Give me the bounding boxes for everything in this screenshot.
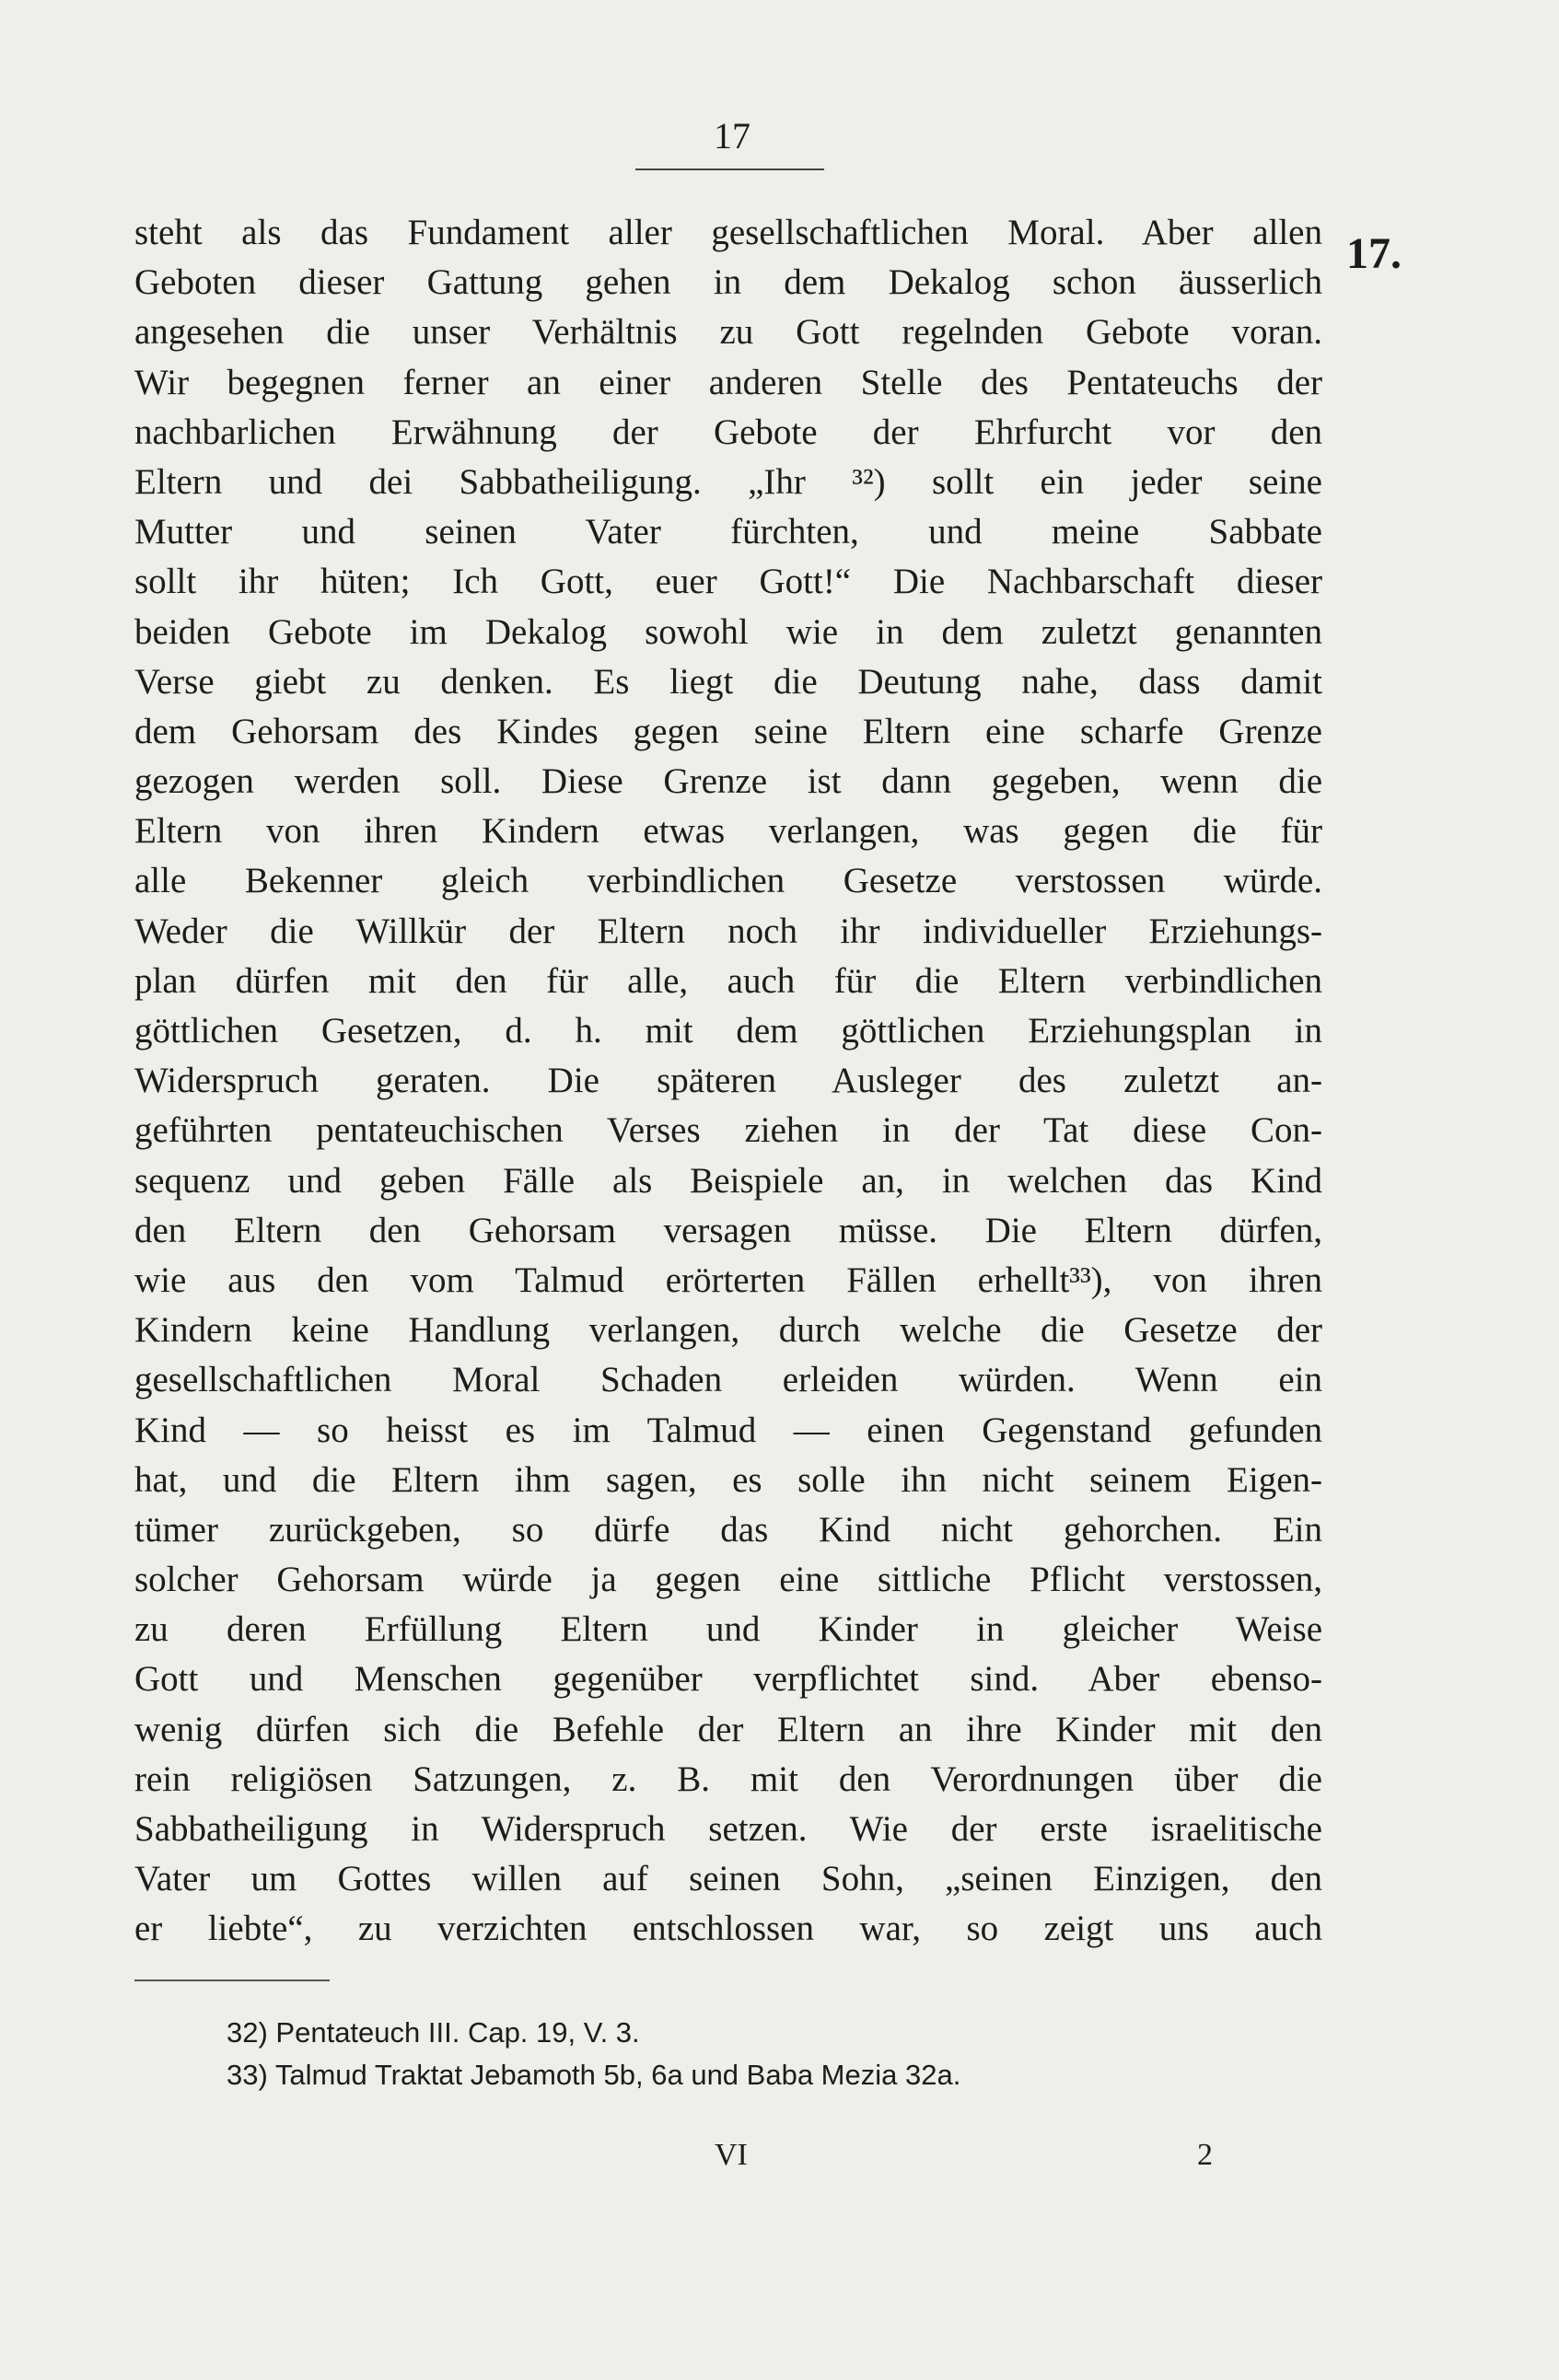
text-line: nachbarlichen Erwähnung der Gebote der Ehrfurcht vor den bbox=[134, 412, 1322, 452]
text-line: wenig dürfen sich die Befehle der Eltern an ihre Kinder mit den bbox=[134, 1709, 1322, 1749]
text-line: hat, und die Eltern ihm sagen, es solle ihn nicht seinem Eigen- bbox=[134, 1459, 1322, 1500]
footnote-rule bbox=[134, 1979, 330, 1981]
text-line: Weder die Willkür der Eltern noch ihr individueller Erziehungs- bbox=[134, 911, 1322, 951]
header-rule bbox=[635, 168, 824, 170]
text-line: dem Gehorsam des Kindes gegen seine Eltern eine scharfe Grenze bbox=[134, 711, 1322, 751]
footnote-32: 32) Pentateuch III. Cap. 19, V. 3. bbox=[227, 2016, 640, 2049]
text-line: alle Bekenner gleich verbindlichen Gesetze verstossen würde. bbox=[134, 861, 1322, 901]
text-line: Geboten dieser Gattung gehen in dem Dekalog schon äusserlich bbox=[134, 262, 1322, 303]
text-line: Widerspruch geraten. Die späteren Ausleger des zuletzt an- bbox=[134, 1061, 1322, 1101]
text-line: den Eltern den Gehorsam versagen müsse. Die Eltern dürfen, bbox=[134, 1210, 1322, 1250]
text-line: Eltern von ihren Kindern etwas verlangen, was gegen die für bbox=[134, 811, 1322, 852]
text-line: Gott und Menschen gegenüber verpflichtet sind. Aber ebenso- bbox=[134, 1659, 1322, 1700]
footnote-33: 33) Talmud Traktat Jebamoth 5b, 6a und Baba Mezia 32a. bbox=[227, 2059, 961, 2091]
text-line: Verse giebt zu denken. Es liegt die Deutung nahe, dass damit bbox=[134, 661, 1322, 702]
text-line: sequenz und geben Fälle als Beispiele an, in welchen das Kind bbox=[134, 1160, 1322, 1201]
text-line: Sabbatheiligung in Widerspruch setzen. Wie der erste israelitische bbox=[134, 1809, 1322, 1849]
text-line: Mutter und seinen Vater fürchten, und meine Sabbate bbox=[134, 512, 1322, 552]
text-line: geführten pentateuchischen Verses ziehen in der Tat diese Con- bbox=[134, 1110, 1322, 1151]
text-line: göttlichen Gesetzen, d. h. mit dem göttlichen Erziehungsplan in bbox=[134, 1011, 1322, 1051]
text-line: steht als das Fundament aller gesellschaftlichen Moral. Aber allen bbox=[134, 213, 1322, 252]
text-line: Vater um Gottes willen auf seinen Sohn, „seinen Einzigen, den bbox=[134, 1859, 1322, 1899]
text-line: Kind — so heisst es im Talmud — einen Gegenstand gefunden bbox=[134, 1410, 1322, 1450]
text-line: rein religiösen Satzungen, z. B. mit den Verordnungen über die bbox=[134, 1759, 1322, 1799]
text-line: plan dürfen mit den für alle, auch für die Eltern verbindlichen bbox=[134, 960, 1322, 1001]
text-line: Wir begegnen ferner an einer anderen Stelle des Pentateuchs der bbox=[134, 362, 1322, 402]
text-line: Kindern keine Handlung verlangen, durch welche die Gesetze der bbox=[134, 1310, 1322, 1351]
text-line: gezogen werden soll. Diese Grenze ist dann gegeben, wenn die bbox=[134, 761, 1322, 802]
text-line: sollt ihr hüten; Ich Gott, euer Gott!“ Die Nachbarschaft dieser bbox=[134, 562, 1322, 602]
text-line: wie aus den vom Talmud erörterten Fällen erhellt³³), von ihren bbox=[134, 1260, 1322, 1300]
page-number: 17 bbox=[714, 115, 750, 157]
signature-mark: VI bbox=[715, 2138, 748, 2172]
body-text bbox=[134, 208, 1322, 1955]
text-line: Eltern und dei Sabbatheiligung. „Ihr ³²) sollt ein jeder seine bbox=[134, 461, 1322, 502]
text-line: zu deren Erfüllung Eltern und Kinder in gleicher Weise bbox=[134, 1609, 1322, 1650]
margin-number: 17. bbox=[1346, 229, 1402, 278]
text-line: er liebte“, zu verzichten entschlossen war, so zeigt uns auch bbox=[134, 1909, 1322, 1949]
text-line: angesehen die unser Verhältnis zu Gott regelnden Gebote voran. bbox=[134, 312, 1322, 353]
text-line: beiden Gebote im Dekalog sowohl wie in dem zuletzt genannten bbox=[134, 611, 1322, 652]
text-line: gesellschaftlichen Moral Schaden erleiden würden. Wenn ein bbox=[134, 1360, 1322, 1400]
text-line: solcher Gehorsam würde ja gegen eine sittliche Pflicht verstossen, bbox=[134, 1560, 1322, 1600]
signature-number: 2 bbox=[1197, 2138, 1213, 2172]
text-line: tümer zurückgeben, so dürfe das Kind nicht gehorchen. Ein bbox=[134, 1509, 1322, 1550]
